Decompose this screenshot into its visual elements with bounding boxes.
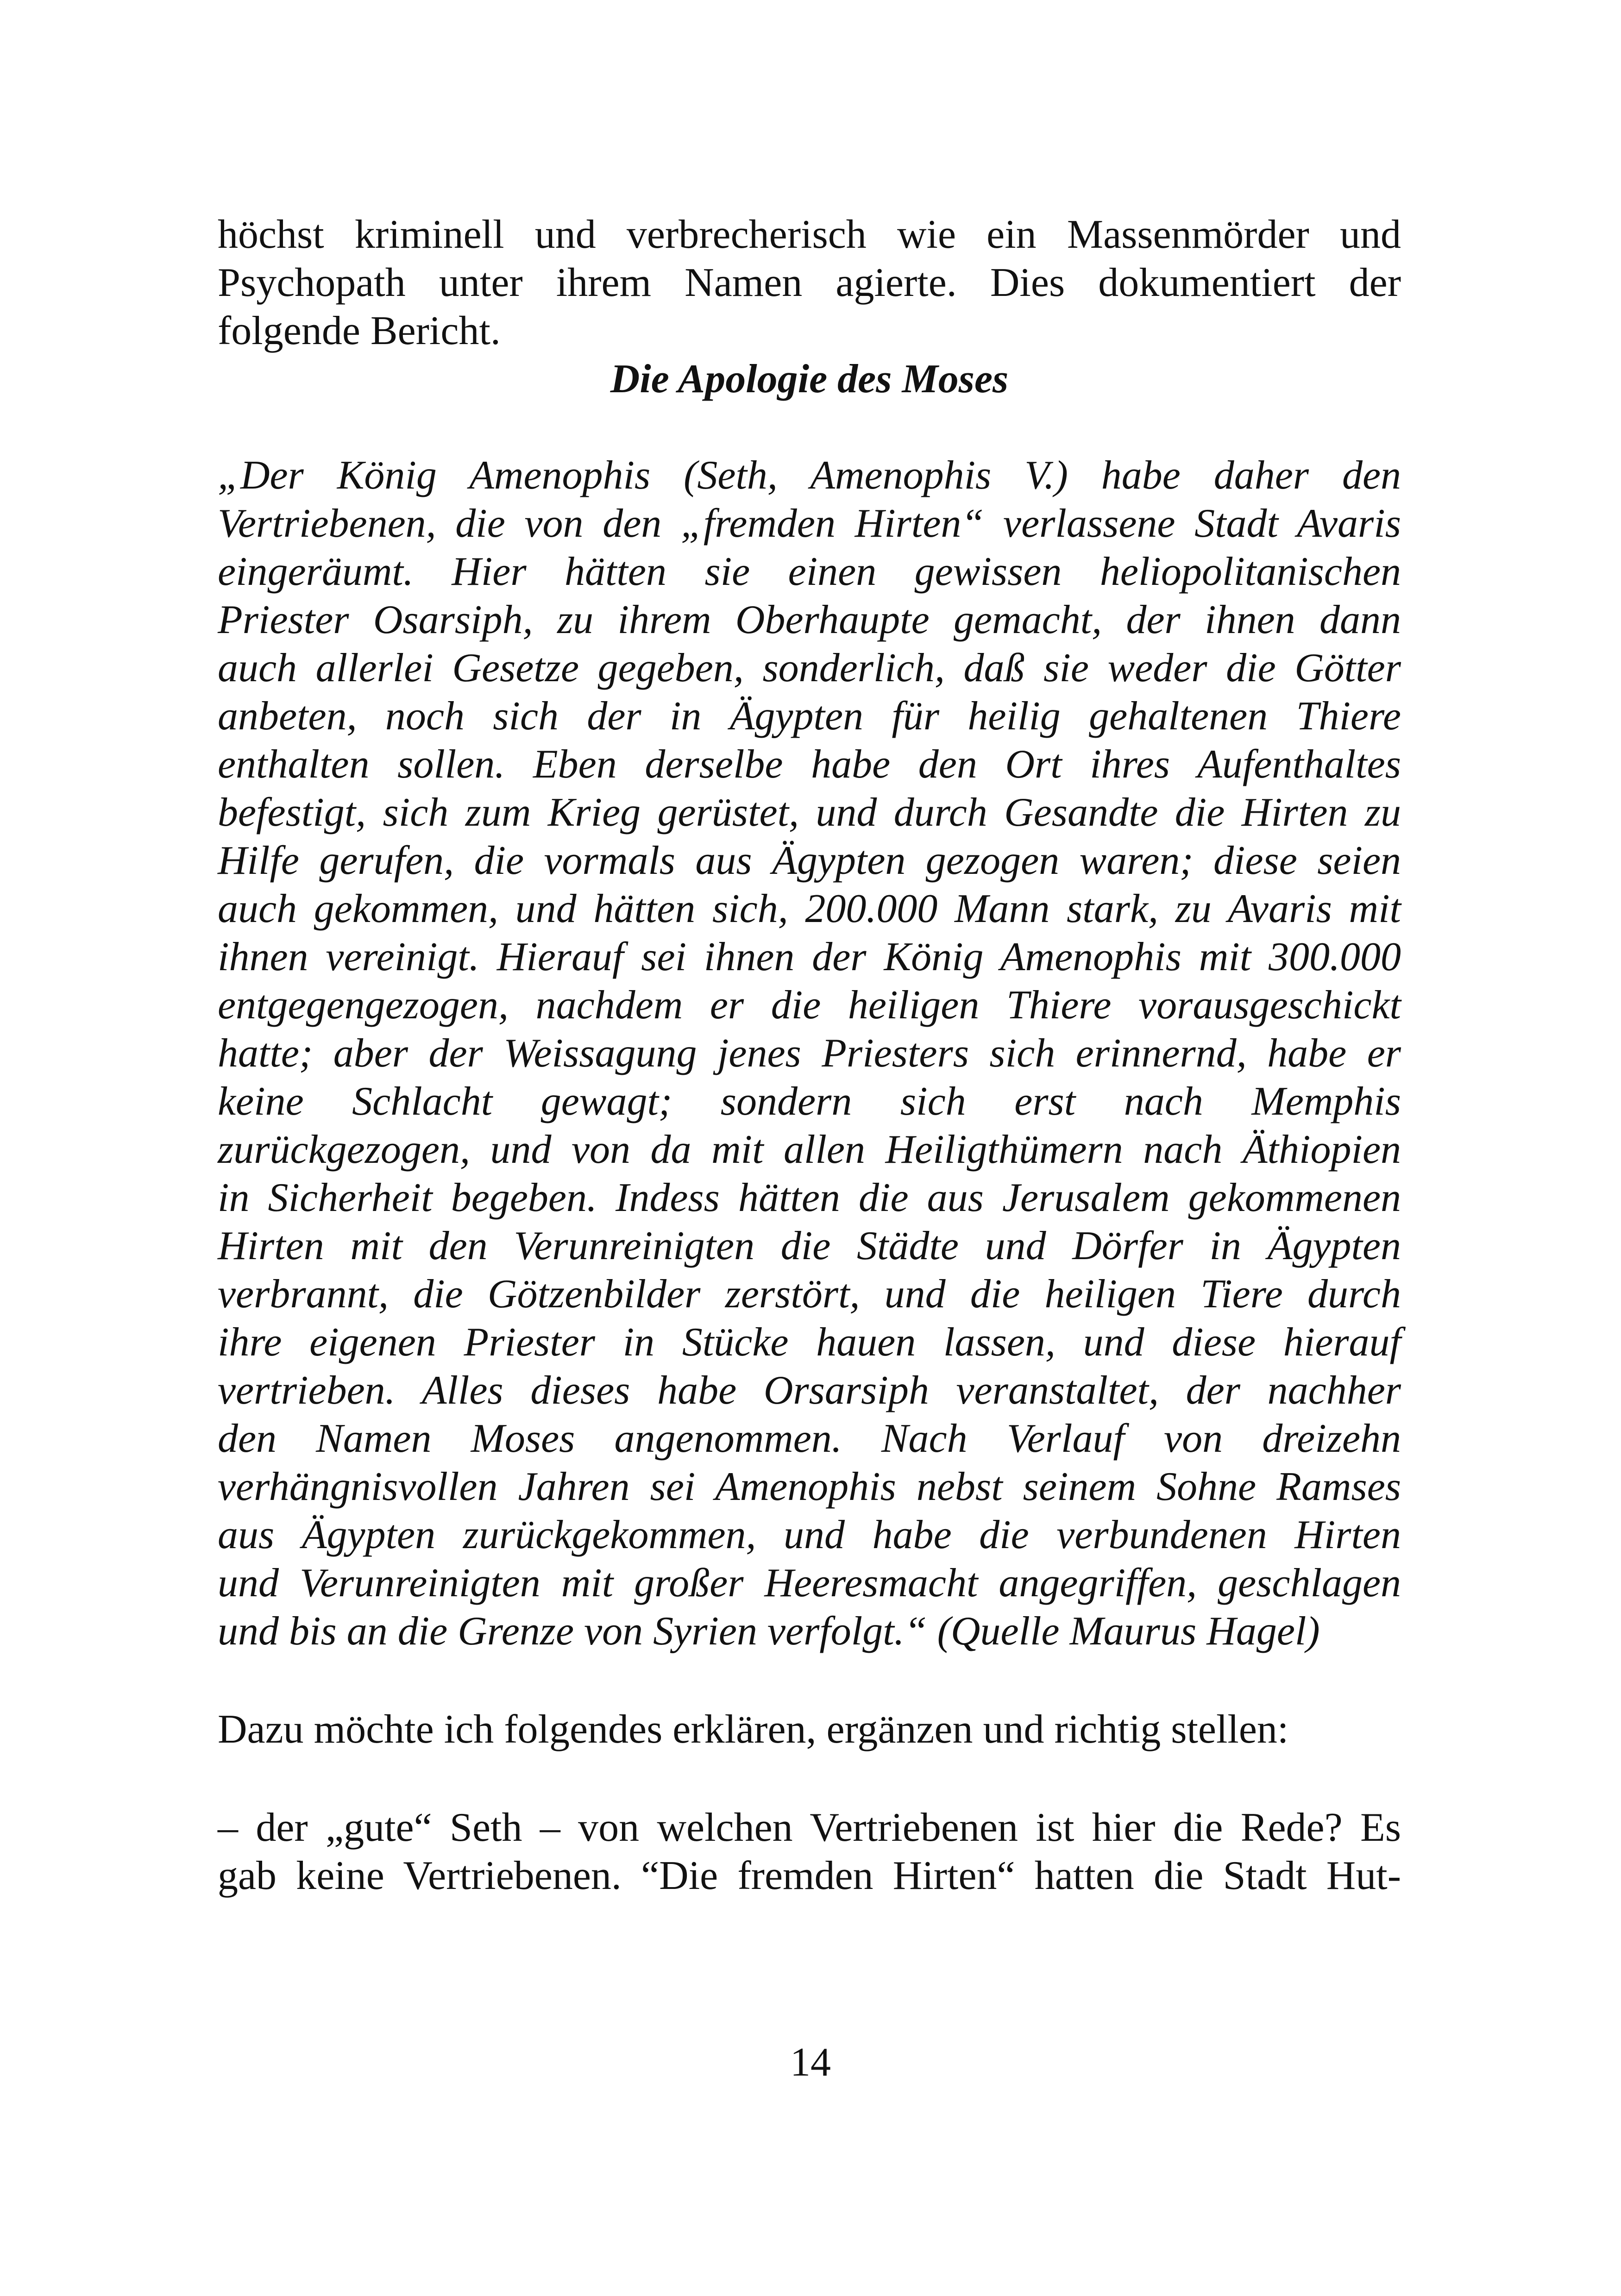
text-line: und bis an die Grenze von Syrien verfolgt.“ (Quelle Maurus Hagel) xyxy=(218,1609,1320,1654)
text-line: ihre eigenen Priester in Stücke hauen lassen, und diese hierauf xyxy=(218,1320,1401,1365)
text-line: enthalten sollen. Eben derselbe habe den Ort ihres Aufenthaltes xyxy=(218,742,1401,787)
quote-paragraph xyxy=(218,452,1401,1656)
text-line: folgende Bericht. xyxy=(218,308,501,353)
text-line: auch allerlei Gesetze gegeben, sonderlich, daß sie weder die Götter xyxy=(218,646,1401,690)
text-line: Hirten mit den Verunreinigten die Städte und Dörfer in Ägypten xyxy=(218,1223,1401,1268)
text-line: Dazu möchte ich folgendes erklären, ergänzen und richtig stellen: xyxy=(218,1707,1289,1752)
text-line: verbrannt, die Götzenbilder zerstört, und die heiligen Tiere durch xyxy=(218,1272,1401,1317)
page-number: 14 xyxy=(790,2040,831,2085)
text-line: keine Schlacht gewagt; sondern sich erst nach Memphis xyxy=(218,1079,1401,1124)
text-line: und Verunreinigten mit großer Heeresmacht angegriffen, geschlagen xyxy=(218,1561,1401,1606)
text-line: vertrieben. Alles dieses habe Orsarsiph veranstaltet, der nachher xyxy=(218,1368,1401,1413)
document-page xyxy=(218,211,1401,1900)
text-line: in Sicherheit begeben. Indess hätten die aus Jerusalem gekommenen xyxy=(218,1175,1401,1220)
spacer xyxy=(218,1656,1401,1706)
text-line: Vertriebenen, die von den „fremden Hirten“ verlassene Stadt Avaris xyxy=(218,501,1401,546)
text-line: entgegengezogen, nachdem er die heiligen Thiere vorausgeschickt xyxy=(218,983,1401,1028)
text-line: ihnen vereinigt. Hierauf sei ihnen der König Amenophis mit 300.000 xyxy=(218,935,1401,979)
remark-paragraph xyxy=(218,1804,1401,1900)
text-line: höchst kriminell und verbrecherisch wie ein Massenmörder und xyxy=(218,212,1401,257)
text-line: verhängnisvollen Jahren sei Amenophis nebst seinem Sohne Ramses xyxy=(218,1464,1401,1509)
spacer xyxy=(218,1754,1401,1804)
text-line: eingeräumt. Hier hätten sie einen gewissen heliopolitanischen xyxy=(218,549,1401,594)
text-line: – der „gute“ Seth – von welchen Vertriebenen ist hier die Rede? Es xyxy=(218,1805,1401,1850)
text-line: Hilfe gerufen, die vormals aus Ägypten gezogen waren; diese seien xyxy=(218,838,1401,883)
statement-paragraph xyxy=(218,1706,1401,1754)
spacer xyxy=(218,403,1401,452)
text-line: Priester Osarsiph, zu ihrem Oberhaupte gemacht, der ihnen dann xyxy=(218,597,1401,642)
intro-paragraph xyxy=(218,211,1401,355)
text-line: gab keine Vertriebenen. “Die fremden Hirten“ hatten die Stadt Hut- xyxy=(218,1853,1401,1898)
text-line: aus Ägypten zurückgekommen, und habe die verbundenen Hirten xyxy=(218,1512,1401,1557)
text-line: anbeten, noch sich der in Ägypten für heilig gehaltenen Thiere xyxy=(218,694,1401,739)
text-line: den Namen Moses angenommen. Nach Verlauf von dreizehn xyxy=(218,1416,1401,1461)
text-line: zurückgezogen, und von da mit allen Heiligthümern nach Äthiopien xyxy=(218,1127,1401,1172)
section-heading: Die Apologie des Moses xyxy=(610,357,1009,401)
text-line: Psychopath unter ihrem Namen agierte. Dies dokumentiert der xyxy=(218,260,1401,305)
text-line: befestigt, sich zum Krieg gerüstet, und durch Gesandte die Hirten zu xyxy=(218,790,1401,835)
text-line: auch gekommen, und hätten sich, 200.000 Mann stark, zu Avaris mit xyxy=(218,886,1401,931)
text-line: hatte; aber der Weissagung jenes Priesters sich erinnernd, habe er xyxy=(218,1031,1401,1076)
text-line: „Der König Amenophis (Seth, Amenophis V.) habe daher den xyxy=(218,453,1401,498)
